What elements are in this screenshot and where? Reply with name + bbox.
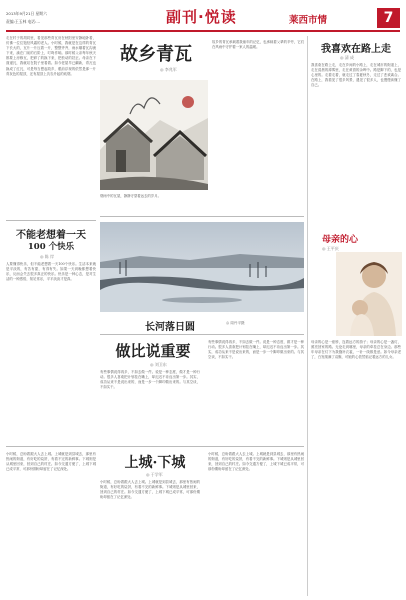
byline-xihuan: ◎ 清 成 — [340, 55, 355, 60]
section-rule-bottom — [6, 446, 304, 447]
article-body-muqin: 母亲的心是一座桥，连着远方的游子；母亲的心是一盏灯，照亮回家的路。无论走到哪里，母亲的牵挂总在身边。那些年母亲在灯下为我缝补衣裳，一针一线都是爱。如今母亲老了，白发爬满了双鬓，可她的心依然惦记着远方的儿女。 — [311, 340, 401, 360]
article-title-laoxiang: 不能老想着一天 — [16, 230, 86, 241]
header-meta — [6, 11, 96, 25]
article-title-shangcheng: 上城·下城 — [124, 455, 186, 471]
mid-column-text-top: 故乡的青瓦承载着我童年的记忆，也承载着父辈的辛劳，它们在风雨中守护着一家人的温暖。 — [212, 40, 304, 50]
article-body-zuochu-col2: 有些事情说得再多，不如去做一件。说是一种态度，做才是一种行动。很多人喜欢把计划挂在嘴上，却迟迟不肯迈出第一步。其实，成功从来不是说出来的，而是一步一个脚印做出来的。与其空谈，不如实干。 — [208, 340, 304, 360]
masthead — [6, 8, 400, 30]
landscape-photo — [100, 222, 304, 312]
byline-guxiang: ◎ 李兆军 — [160, 67, 177, 72]
photo-title: 长河落日圆 — [145, 322, 195, 333]
article-body-shangcheng-col2: 小时候，总盼着跟大人去上城。上城就是到县城去，那里有热闹的街道，有好吃的烧饼，有看不完的新鲜事。下城则是从城里回来，回到自己的村庄。如今交通方便了，上城下城已成平常，可那份期盼却留在了记忆深处。 — [208, 452, 304, 472]
article-body-shangcheng-col1: 小时候，总盼着跟大人去上城。上城就是到县城去，那里有热闹的街道，有好吃的烧饼，有看不完的新鲜事。下城则是从城里回来，回到自己的村庄。如今交通方便了，上城下城已成平常，可那份期盼却留在了记忆深处。 — [100, 480, 200, 500]
byline-laoxiang: ◎ 陈 岸 — [40, 254, 55, 259]
section-rule-mid — [100, 216, 304, 217]
page-number: 7 — [383, 10, 394, 26]
article-title-zuochu: 做比说重要 — [115, 342, 191, 360]
column-divider-right — [307, 36, 308, 596]
article-body-xihuan: 我喜欢在路上走，走在乡间的小路上，走在城市的街道上，走在清晨的薄雾里，走在黄昏的余晖中。路是脚下的，也是心里的。走着走着，就走过了春夏秋冬，走过了悲欢离合。在路上，我看见了很多风景，遇见了很多人，也慢慢读懂了自己。 — [311, 63, 401, 88]
byline-shangcheng: ◎ 于学军 — [146, 472, 163, 477]
photo-credit: ◎ 周丹平摄 — [226, 321, 245, 325]
byline-muqin: ◎ 王平庆 — [322, 246, 339, 251]
ink-painting-guxiang — [100, 80, 208, 190]
page-number-badge — [377, 8, 400, 28]
byline-zuochu: ◎ 刘卫东 — [150, 362, 167, 367]
editor-line: 责编:王玉林 电话:… — [6, 19, 41, 24]
issue-date: 2013年9月21日 星期六 — [6, 11, 47, 16]
article-title-guxiang: 故乡青瓦 — [120, 44, 192, 65]
caption-text-guxiang: 烟雨中的瓦屋，静静守望着远去的岁月。 — [100, 194, 162, 198]
article-body-laoxiang: 人要懂得快乐，但不能老想着一天100个快乐。生活本来就是平淡的，有苦有甜，有得有失。如果一天到晚都想着快乐，反而会失去很多真正的快乐。快乐是一种心态，是对生活的一种感悟，知足常乐，平平淡淡才是真。 — [6, 262, 96, 282]
article-title-xihuan: 我喜欢在路上走 — [321, 44, 391, 55]
left-column-text-bottom: 小时候，总盼着跟大人去上城。上城就是到县城去，那里有热闹的街道，有好吃的烧饼，有看不完的新鲜事。下城则是从城里回来，回到自己的村庄。如今交通方便了，上城下城已成平常，可那份期盼却留在了记忆深处。 — [6, 452, 96, 472]
section-rule-zuochu — [100, 334, 304, 335]
mother-photo — [336, 252, 402, 336]
article-title-muqin: 母亲的心 — [321, 235, 358, 245]
left-column-text-top: 走在村子的胡同里，看见那些青瓦房在秋阳里安静地卧着，仿佛一位位饱经风霜的老人。小时候，我就是在这样的青瓦下长大的，瓦片一片压着一片，整整齐齐，雨水顺着瓦沟流下来，滴在门前的石阶上，叮咚作响。那时候父亲每年秋天都要上房修瓦，把碎了的换下来，把松动的扶正。母亲在下面递瓦，我就站在院子里看着。如今老屋早已翻新，青瓦也换成了红瓦，可是每当想起故乡，眼前浮现的依然是那一片青灰色的屋顶，还有屋顶上袅袅升起的炊烟。 — [6, 36, 96, 76]
section-rule-left — [6, 220, 96, 221]
article-subtitle-laoxiang: 100 个快乐 — [27, 242, 75, 252]
column-title: 莱西市情 — [289, 15, 328, 26]
section-title: 副刊·悦读 — [166, 8, 237, 26]
header-rule — [6, 30, 400, 32]
article-body-zuochu-col1: 有些事情说得再多，不如去做一件。说是一种态度，做才是一种行动。很多人喜欢把计划挂在嘴上，却迟迟不肯迈出第一步。其实，成功从来不是说出来的，而是一步一个脚印做出来的。与其空谈，不如实干。 — [100, 370, 200, 390]
